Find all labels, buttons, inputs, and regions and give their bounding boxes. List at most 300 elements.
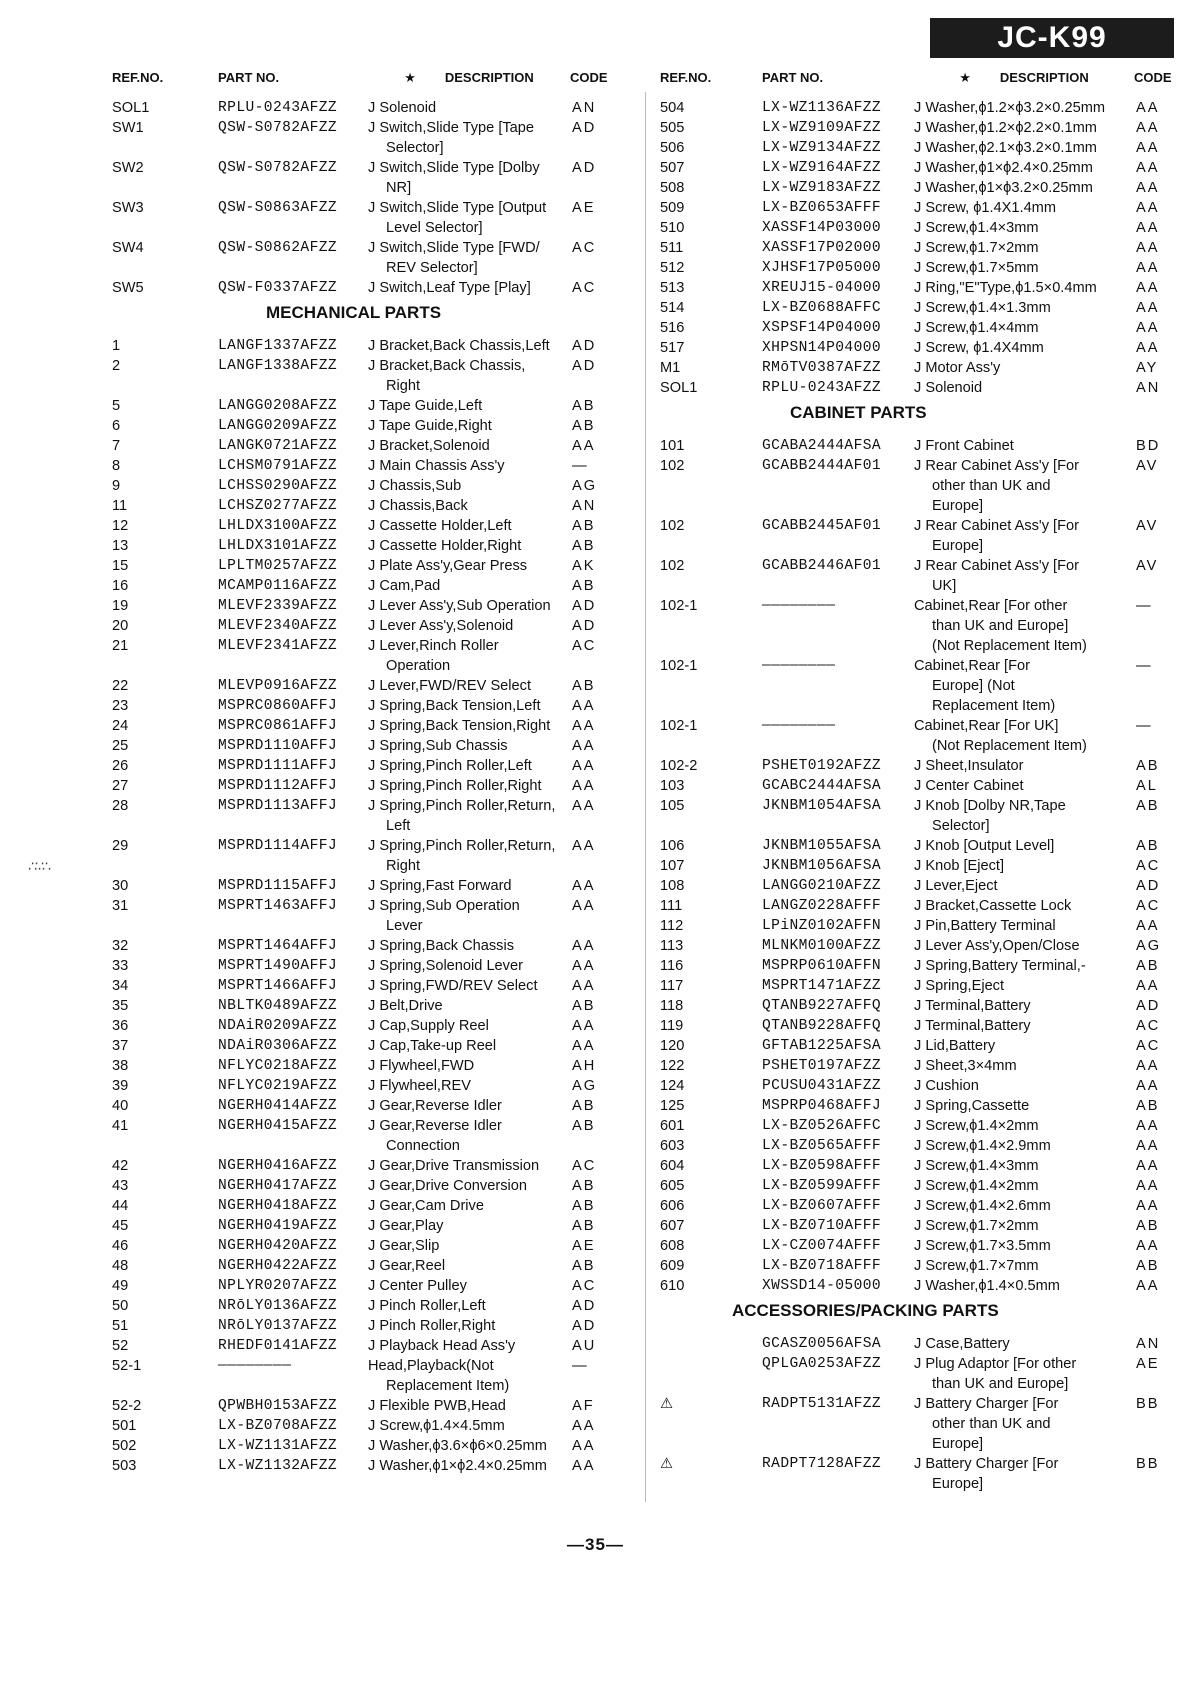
code: AU <box>572 1338 597 1354</box>
code: AD <box>572 618 597 634</box>
code: AV <box>1136 518 1159 534</box>
desc: J Screw,ϕ1.4×4mm <box>914 320 1039 336</box>
table-row <box>112 98 634 118</box>
code: AD <box>572 358 597 374</box>
desc: J Spring,Battery Terminal,- <box>914 958 1086 974</box>
desc: J Solenoid <box>914 380 983 396</box>
code: AA <box>572 1038 596 1054</box>
code: BB <box>1136 1396 1160 1412</box>
part-no: GCABB2445AF01 <box>762 518 882 534</box>
desc: J Screw,ϕ1.4×2.9mm <box>914 1138 1051 1154</box>
ref-no: 119 <box>660 1018 684 1034</box>
header-description: DESCRIPTION <box>999 70 1089 85</box>
table-row <box>660 516 1180 556</box>
table-row <box>112 936 634 956</box>
table-row <box>112 536 634 556</box>
table-row <box>660 716 1180 756</box>
ref-no: 39 <box>112 1078 129 1094</box>
table-row <box>660 836 1180 856</box>
desc: J Plate Ass'y,Gear Press <box>368 558 528 574</box>
header-star: ★ <box>404 70 416 85</box>
code: AA <box>572 938 596 954</box>
header-desc <box>368 66 570 90</box>
desc: Head,Playback(Not Replacement Item) <box>368 1358 510 1394</box>
table-row <box>112 1056 634 1076</box>
ref-no: 605 <box>660 1178 685 1194</box>
ref-no: 1 <box>112 338 121 354</box>
desc: J Cap,Take-up Reel <box>368 1038 497 1054</box>
ref-no: 43 <box>112 1178 129 1194</box>
code: AA <box>1136 100 1160 116</box>
code: AA <box>1136 220 1160 236</box>
table-row <box>112 396 634 416</box>
desc: J Center Pulley <box>368 1278 467 1294</box>
table-row <box>112 416 634 436</box>
part-no: MSPRD1113AFFJ <box>218 798 338 814</box>
desc: J Cassette Holder,Right <box>368 538 522 554</box>
table-row <box>660 656 1180 716</box>
code: AD <box>572 120 597 136</box>
table-row <box>112 436 634 456</box>
code: AA <box>572 438 596 454</box>
code: AA <box>1136 160 1160 176</box>
ref-no: 606 <box>660 1198 685 1214</box>
code: AA <box>572 878 596 894</box>
desc: J Screw,ϕ1.4×2.6mm <box>914 1198 1051 1214</box>
ref-no: 105 <box>660 798 685 814</box>
desc: J Washer,ϕ1×ϕ3.2×0.25mm <box>914 180 1093 196</box>
ref-no: 117 <box>660 978 684 994</box>
desc: J Lever Ass'y,Sub Operation <box>368 598 551 614</box>
code: AA <box>572 698 596 714</box>
code: AA <box>572 1438 596 1454</box>
table-row <box>660 98 1180 118</box>
desc: J Washer,ϕ1.4×0.5mm <box>914 1278 1060 1294</box>
page-number: —35— <box>567 1535 624 1554</box>
ref-no: 102 <box>660 518 685 534</box>
code: AA <box>1136 260 1160 276</box>
part-no: NDAiR0209AFZZ <box>218 1018 338 1034</box>
ref-no: 503 <box>112 1458 137 1474</box>
code: AB <box>572 1118 596 1134</box>
part-no: NGERH0422AFZZ <box>218 1258 338 1274</box>
desc: J Spring,Back Tension,Right <box>368 718 551 734</box>
code: AG <box>1136 938 1162 954</box>
desc: J Gear,Reel <box>368 1258 446 1274</box>
table-row <box>660 318 1180 338</box>
table-row <box>660 756 1180 776</box>
part-no: LANGF1337AFZZ <box>218 338 338 354</box>
part-no: XJHSF17P05000 <box>762 260 882 276</box>
ref-no: 36 <box>112 1018 129 1034</box>
part-no: LANGG0208AFZZ <box>218 398 338 414</box>
part-no: LX-BZ0607AFFF <box>762 1198 882 1214</box>
desc: J Lever Ass'y,Open/Close <box>914 938 1080 954</box>
ref-no: 510 <box>660 220 685 236</box>
desc: J Rear Cabinet Ass'y [For UK] <box>914 558 1079 594</box>
part-no: LCHSZ0277AFZZ <box>218 498 338 514</box>
code: AA <box>572 718 596 734</box>
part-no: LX-WZ9134AFZZ <box>762 140 882 156</box>
table-row <box>660 1016 1180 1036</box>
table-row <box>112 356 634 396</box>
ref-no: SOL1 <box>112 100 150 116</box>
table-row <box>112 516 634 536</box>
part-no: MSPRT1471AFZZ <box>762 978 882 994</box>
part-no: LANGG0210AFZZ <box>762 878 882 894</box>
ref-no: 112 <box>660 918 684 934</box>
ref-no: 509 <box>660 200 685 216</box>
part-no: JKNBM1056AFSA <box>762 858 882 874</box>
table-row <box>112 596 634 616</box>
ref-no: 52 <box>112 1338 129 1354</box>
code: AA <box>1136 340 1160 356</box>
table-row <box>660 158 1180 178</box>
code: AE <box>572 1238 596 1254</box>
table-row <box>660 1354 1180 1394</box>
ref-no: M1 <box>660 360 681 376</box>
ref-no: 508 <box>660 180 685 196</box>
table-row <box>660 876 1180 896</box>
desc: J Spring,Back Tension,Left <box>368 698 541 714</box>
code: AB <box>1136 958 1160 974</box>
code: — <box>1136 718 1153 734</box>
code: AN <box>1136 1336 1161 1352</box>
ref-no: 33 <box>112 958 129 974</box>
right-column <box>660 66 1180 1494</box>
table-header <box>660 66 1180 90</box>
code: AA <box>572 838 596 854</box>
ref-no: 511 <box>660 240 684 256</box>
code: AE <box>1136 1356 1160 1372</box>
code: AA <box>572 1458 596 1474</box>
table-row <box>112 1316 634 1336</box>
section-cabinet: CABINET PARTS <box>790 403 927 422</box>
section-accessories: ACCESSORIES/PACKING PARTS <box>732 1301 999 1320</box>
part-no: QPWBH0153AFZZ <box>218 1398 338 1414</box>
ref-no: SW1 <box>112 120 144 136</box>
ref-no: 52-2 <box>112 1398 142 1414</box>
table-row <box>660 996 1180 1016</box>
table-row <box>112 716 634 736</box>
table-row <box>660 436 1180 456</box>
desc: J Cushion <box>914 1078 979 1094</box>
ref-no <box>660 1334 762 1354</box>
code: AN <box>572 498 597 514</box>
table-row <box>112 1076 634 1096</box>
code: AC <box>1136 898 1161 914</box>
part-no: MSPRP0468AFFJ <box>762 1098 882 1114</box>
code: AL <box>1136 778 1158 794</box>
ref-no: 45 <box>112 1218 129 1234</box>
desc: J Screw,ϕ1.4×3mm <box>914 220 1039 236</box>
header-ref: REF.NO. <box>660 70 712 85</box>
code: AA <box>1136 978 1160 994</box>
ref-no: 502 <box>112 1438 137 1454</box>
part-no: RPLU-0243AFZZ <box>218 100 338 116</box>
section-mechanical: MECHANICAL PARTS <box>266 303 442 322</box>
ref-no: 44 <box>112 1198 129 1214</box>
code: AA <box>1136 200 1160 216</box>
part-no: XREUJ15-04000 <box>762 280 882 296</box>
desc: J Spring,Pinch Roller,Return, Left <box>368 798 556 834</box>
code: AA <box>1136 1198 1160 1214</box>
code: AB <box>572 998 596 1014</box>
desc: J Pinch Roller,Left <box>368 1298 486 1314</box>
desc: J Screw,ϕ1.4×2mm <box>914 1178 1039 1194</box>
code: AC <box>1136 1038 1161 1054</box>
desc: J Flexible PWB,Head <box>368 1398 506 1414</box>
part-no: LX-BZ0710AFFF <box>762 1218 882 1234</box>
part-no: LX-WZ1136AFZZ <box>762 100 882 116</box>
part-no: LPLTM0257AFZZ <box>218 558 338 574</box>
part-no: LX-BZ0598AFFF <box>762 1158 882 1174</box>
part-no: NPLYR0207AFZZ <box>218 1278 338 1294</box>
part-no: JKNBM1054AFSA <box>762 798 882 814</box>
table-row <box>112 1256 634 1276</box>
desc: J Switch,Slide Type [Tape Selector] <box>368 120 535 156</box>
table-row <box>660 1394 1180 1454</box>
code: AA <box>572 778 596 794</box>
table-row <box>660 936 1180 956</box>
part-no: GCABC2444AFSA <box>762 778 882 794</box>
ref-no: ⚠ <box>660 1396 674 1412</box>
ref-no: 603 <box>660 1138 685 1154</box>
desc: J Tape Guide,Right <box>368 418 492 434</box>
part-no: ———————— <box>218 1358 292 1374</box>
table-row <box>660 856 1180 876</box>
code: AA <box>1136 1178 1160 1194</box>
table-row <box>112 278 634 298</box>
desc: J Motor Ass'y <box>914 360 1001 376</box>
table-row <box>112 636 634 676</box>
desc: J Spring,FWD/REV Select <box>368 978 538 994</box>
part-no: MSPRC0861AFFJ <box>218 718 338 734</box>
ref-no: 28 <box>112 798 129 814</box>
part-no: GCASZ0056AFSA <box>762 1336 882 1352</box>
desc: J Screw,ϕ1.4×2mm <box>914 1118 1039 1134</box>
table-row <box>660 1236 1180 1256</box>
part-no: LX-WZ1132AFZZ <box>218 1458 338 1474</box>
ref-no: 118 <box>660 998 684 1014</box>
table-row <box>660 338 1180 358</box>
table-row <box>112 1276 634 1296</box>
desc: J Terminal,Battery <box>914 1018 1031 1034</box>
ref-no: 107 <box>660 858 685 874</box>
table-row <box>112 576 634 596</box>
part-no: MSPRD1114AFFJ <box>218 838 338 854</box>
table-row <box>112 976 634 996</box>
part-no: QSW-S0782AFZZ <box>218 160 338 176</box>
part-no: NGERH0418AFZZ <box>218 1198 338 1214</box>
ref-no: 8 <box>112 458 121 474</box>
code: AA <box>1136 1078 1160 1094</box>
desc: J Chassis,Sub <box>368 478 462 494</box>
code: AY <box>1136 360 1159 376</box>
part-no: LX-WZ9183AFZZ <box>762 180 882 196</box>
table-row <box>660 1076 1180 1096</box>
table-row <box>660 258 1180 278</box>
table-row <box>112 1296 634 1316</box>
ref-no: 23 <box>112 698 129 714</box>
ref-no: 122 <box>660 1058 685 1074</box>
ref-no: 517 <box>660 340 685 356</box>
ref-no: 604 <box>660 1158 685 1174</box>
table-row <box>660 1036 1180 1056</box>
code: AA <box>572 1418 596 1434</box>
desc: J Bracket,Solenoid <box>368 438 490 454</box>
code: AA <box>572 798 596 814</box>
code: AA <box>572 758 596 774</box>
desc: J Solenoid <box>368 100 437 116</box>
table-row <box>660 378 1180 398</box>
part-no: RADPT7128AFZZ <box>762 1456 882 1472</box>
part-no: XASSF17P02000 <box>762 240 882 256</box>
part-no: MLNKM0100AFZZ <box>762 938 882 954</box>
table-row <box>660 138 1180 158</box>
code: AB <box>572 1098 596 1114</box>
table-row <box>660 1096 1180 1116</box>
part-no: LHLDX3100AFZZ <box>218 518 338 534</box>
table-row <box>112 1236 634 1256</box>
desc: J Screw,ϕ1.7×3.5mm <box>914 1238 1051 1254</box>
desc: J Screw, ϕ1.4X4mm <box>914 340 1044 356</box>
table-row <box>112 1116 634 1156</box>
desc: J Screw,ϕ1.7×2mm <box>914 1218 1039 1234</box>
code: AB <box>1136 798 1160 814</box>
ref-no: 19 <box>112 598 129 614</box>
ref-no: 29 <box>112 838 129 854</box>
part-no: MLEVF2341AFZZ <box>218 638 338 654</box>
desc: J Lever,Eject <box>914 878 998 894</box>
table-row <box>660 896 1180 916</box>
table-row <box>660 1156 1180 1176</box>
desc: J Bracket,Cassette Lock <box>914 898 1072 914</box>
code: — <box>572 1358 589 1374</box>
ref-no: SW3 <box>112 200 144 216</box>
desc: J Knob [Output Level] <box>914 838 1055 854</box>
code: AD <box>1136 998 1161 1014</box>
desc: J Washer,ϕ3.6×ϕ6×0.25mm <box>368 1438 547 1454</box>
desc: J Spring,Pinch Roller,Left <box>368 758 532 774</box>
table-row <box>660 796 1180 836</box>
desc: J Lid,Battery <box>914 1038 996 1054</box>
ref-no: ⚠ <box>660 1456 674 1472</box>
desc: J Belt,Drive <box>368 998 443 1014</box>
part-no: RADPT5131AFZZ <box>762 1396 882 1412</box>
desc: J Screw,ϕ1.7×5mm <box>914 260 1039 276</box>
ref-no: 16 <box>112 578 129 594</box>
code: AA <box>572 738 596 754</box>
table-row <box>112 736 634 756</box>
part-no: LX-WZ9164AFZZ <box>762 160 882 176</box>
code: AB <box>572 1198 596 1214</box>
part-no: JKNBM1055AFSA <box>762 838 882 854</box>
code: AG <box>572 1078 598 1094</box>
right-rows <box>660 436 1180 1296</box>
code: AA <box>1136 1158 1160 1174</box>
code: AB <box>1136 838 1160 854</box>
ref-no: 102 <box>660 458 685 474</box>
ref-no: 6 <box>112 418 121 434</box>
ref-no: 507 <box>660 160 685 176</box>
table-row <box>660 596 1180 656</box>
ref-no: 15 <box>112 558 129 574</box>
scan-speck: ∴∵∴ <box>28 858 49 874</box>
code: — <box>1136 658 1153 674</box>
table-row <box>660 118 1180 138</box>
desc: J Center Cabinet <box>914 778 1024 794</box>
desc: J Pinch Roller,Right <box>368 1318 496 1334</box>
desc: J Screw,ϕ1.4×4.5mm <box>368 1418 505 1434</box>
table-row <box>112 616 634 636</box>
part-no: ———————— <box>762 718 836 734</box>
desc: J Front Cabinet <box>914 438 1014 454</box>
desc: Cabinet,Rear [For UK] (Not Replacement Item) <box>914 718 1087 754</box>
desc: J Gear,Drive Transmission <box>368 1158 540 1174</box>
ref-no: 24 <box>112 718 129 734</box>
desc: J Flywheel,FWD <box>368 1058 475 1074</box>
code: AD <box>1136 878 1161 894</box>
part-no: MCAMP0116AFZZ <box>218 578 338 594</box>
desc: J Playback Head Ass'y <box>368 1338 516 1354</box>
code: AA <box>1136 240 1160 256</box>
table-row <box>112 496 634 516</box>
code: BD <box>1136 438 1161 454</box>
ref-no: 26 <box>112 758 129 774</box>
desc: J Switch,Slide Type [FWD/ REV Selector] <box>368 240 540 276</box>
table-row <box>112 1396 634 1416</box>
ref-no: 111 <box>660 898 683 914</box>
desc: J Washer,ϕ1.2×ϕ2.2×0.1mm <box>914 120 1097 136</box>
code: AF <box>572 1398 595 1414</box>
header-desc <box>914 66 1134 90</box>
ref-no: 102-1 <box>660 658 698 674</box>
code: AV <box>1136 558 1159 574</box>
part-no: MLEVP0916AFZZ <box>218 678 338 694</box>
table-row <box>112 896 634 936</box>
desc: J Washer,ϕ1×ϕ2.4×0.25mm <box>368 1458 547 1474</box>
table-row <box>112 556 634 576</box>
ref-no: 102 <box>660 558 685 574</box>
part-no: NRōLY0136AFZZ <box>218 1298 338 1314</box>
table-header <box>112 66 634 90</box>
ref-no: 50 <box>112 1298 129 1314</box>
header-star: ★ <box>959 70 971 85</box>
code: AA <box>1136 1138 1160 1154</box>
table-row <box>112 796 634 836</box>
desc: J Cam,Pad <box>368 578 441 594</box>
part-no: XWSSD14-05000 <box>762 1278 882 1294</box>
desc: J Sheet,Insulator <box>914 758 1024 774</box>
ref-no: 21 <box>112 638 129 654</box>
code: AB <box>1136 1098 1160 1114</box>
ref-no: 601 <box>660 1118 685 1134</box>
ref-no: SW4 <box>112 240 144 256</box>
part-no: LX-CZ0074AFFF <box>762 1238 882 1254</box>
ref-no: 25 <box>112 738 129 754</box>
ref-no: 516 <box>660 320 685 336</box>
part-no: NGERH0419AFZZ <box>218 1218 338 1234</box>
ref-no: 32 <box>112 938 129 954</box>
part-no: GCABA2444AFSA <box>762 438 882 454</box>
part-no: PCUSU0431AFZZ <box>762 1078 882 1094</box>
left-rows <box>112 336 634 1476</box>
part-no: NFLYC0219AFZZ <box>218 1078 338 1094</box>
table-row <box>660 1136 1180 1156</box>
part-no: LX-BZ0653AFFF <box>762 200 882 216</box>
table-row <box>660 178 1180 198</box>
